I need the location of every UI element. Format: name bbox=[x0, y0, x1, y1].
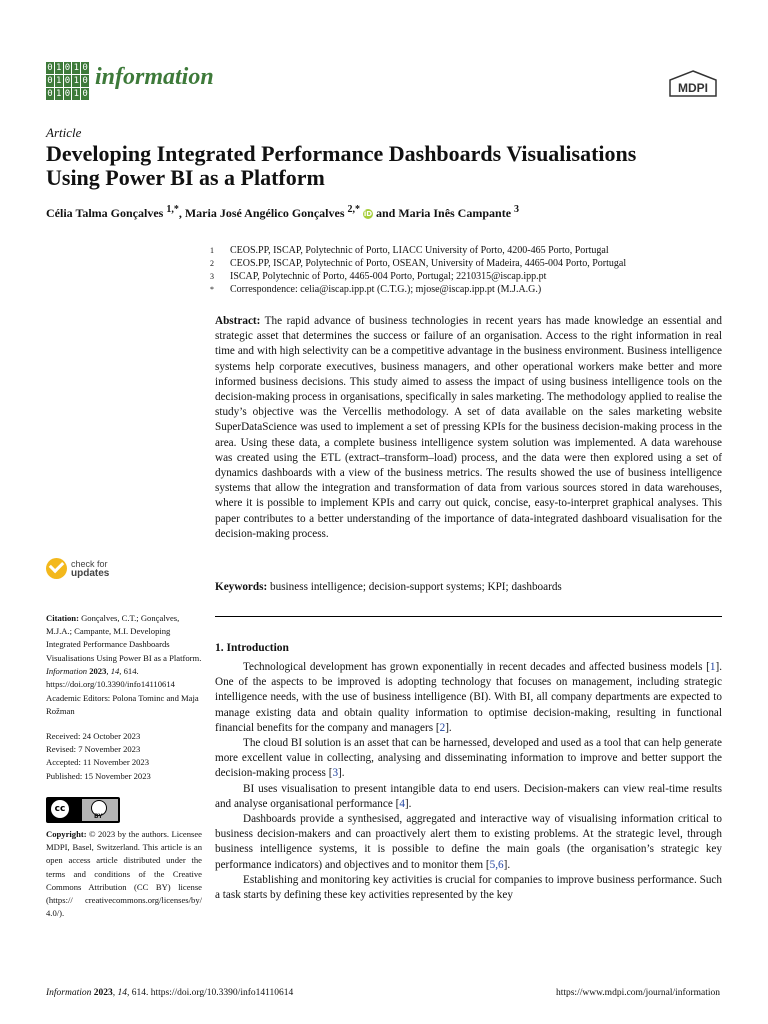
paragraph bbox=[215, 782, 722, 812]
author-list bbox=[46, 204, 519, 221]
journal-logo: 0 1 0 1 0 0 1 0 1 0 0 1 0 1 0 bbox=[47, 63, 88, 99]
paragraph: Establishing and monitoring key activities is crucial for companies to improve business performance. Such a task starts by defining these key activities represented by the key bbox=[215, 873, 722, 902]
copyright-label: Copyright: bbox=[46, 829, 87, 839]
citation-link[interactable]: 3 bbox=[332, 767, 339, 780]
citation-block bbox=[46, 612, 202, 691]
text-run: BI uses visualisation to present intangible data to end users. Decision-makers can view real-time results and analyse organisational performance [ bbox=[215, 782, 722, 810]
updates-label: updates bbox=[71, 568, 110, 579]
check-icon bbox=[46, 558, 67, 579]
affiliation-mark: 3 bbox=[210, 272, 214, 281]
check-for-updates-badge[interactable] bbox=[46, 558, 146, 580]
section-heading: 1. Introduction bbox=[215, 642, 289, 654]
affiliation-item bbox=[210, 270, 626, 283]
author-name: Maria Inês Campante bbox=[398, 206, 512, 220]
by-label: BY bbox=[94, 813, 103, 820]
footer-journal: Information bbox=[46, 988, 92, 998]
publication-dates bbox=[46, 730, 202, 783]
text-run: Dashboards provide a synthesised, aggregated and interactive way of visualising information critical to business decision-makers and can proactively alert them to existing problems. At the strategic level, through business intelligence systems, it is possible to define the main goals (the organisation’s strategic key performance indicators) and objectives and to monitor them [ bbox=[215, 813, 722, 871]
keywords-text: business intelligence; decision-support systems; KPI; dashboards bbox=[267, 581, 562, 593]
cc-by-license-icon[interactable] bbox=[46, 797, 120, 823]
abstract bbox=[215, 314, 722, 542]
citation-link[interactable]: 1 bbox=[709, 661, 716, 673]
author-name: Célia Talma Gonçalves bbox=[46, 206, 164, 220]
affiliation-item bbox=[210, 283, 626, 296]
citation-volume: , 14 bbox=[106, 665, 120, 676]
academic-editors: Academic Editors: Polona Tominc and Maja Rožman bbox=[46, 693, 199, 717]
text-run: ]. bbox=[338, 767, 345, 780]
mdpi-logo-text: MDPI bbox=[678, 81, 708, 95]
affiliation-text: ISCAP, Polytechnic of Porto, 4465-004 Porto, Portugal; 2210315@iscap.ipp.pt bbox=[230, 271, 547, 282]
affiliation-text: CEOS.PP, ISCAP, Polytechnic of Porto, OSEAN, University of Madeira, 4465-004 Porto, Portugal bbox=[230, 258, 627, 269]
author-separator: , bbox=[178, 206, 185, 220]
paragraph bbox=[215, 660, 722, 736]
footer-doi[interactable]: , 614. https://doi.org/10.3390/info14110614 bbox=[127, 988, 294, 998]
affiliation-mark: 1 bbox=[210, 246, 214, 255]
affiliation-mark: * bbox=[210, 285, 214, 294]
author-affil-mark: 2,* bbox=[347, 204, 360, 215]
affiliation-item bbox=[210, 257, 626, 270]
text-run: ]. bbox=[503, 858, 511, 871]
footer-citation bbox=[46, 988, 293, 998]
citation-link[interactable]: 5,6 bbox=[489, 858, 504, 871]
author-affil-mark: 1,* bbox=[166, 204, 179, 215]
footer-journal-url[interactable]: https://www.mdpi.com/journal/information bbox=[555, 988, 720, 998]
section-divider bbox=[215, 616, 722, 617]
received-date: Received: 24 October 2023 bbox=[46, 731, 141, 741]
title-line-2: Using Power BI as a Platform bbox=[46, 165, 325, 190]
author-affil-mark: 3 bbox=[514, 204, 520, 215]
abstract-label: Abstract: bbox=[215, 315, 261, 327]
footer-volume: , 14 bbox=[112, 988, 128, 998]
correspondence-text: Correspondence: celia@iscap.ipp.pt (C.T.G.); mjose@iscap.ipp.pt (M.J.A.G.) bbox=[230, 284, 542, 295]
abstract-text: The rapid advance of business technologies in recent years has made knowledge an essential and strategic asset that determines the success or failure of an organisation. Access to the right information in real time and with high selectivity can be a competitive advantage in the business environment. Business intelligence systems help corporate executives, business managers, and other operational workers make better and more informed business decisions. This study aimed to assess the impact of using business intelligence tools on the decision-making process in organisations, specifically in sales marketing. The methodology applied to realise the study’s objective was the Vercellis methodology. A set of data available on the sales marketing website SuperDataScience was used to implement a set of pressing KPIs for the business decision-making process in the area. Using these data, a complete business intelligence system solution was implemented. A data warehouse was created using the ETL (extract–transform–load) process, and the data were then explored using a set of dynamics dashboards with a view of the business metrics. The results showed the use of business intelligence systems that allow the integration and transformation of data from various sources stored in data warehouses, where it is possible to implement KPIs and carry out quick, concise, easy-to-interpret graphical analyses. This paper contributes to a better understanding of the importance of data-integrated dashboard visualisation for the decision-making process. bbox=[215, 315, 722, 540]
check-label: check for bbox=[71, 559, 108, 569]
orcid-icon[interactable]: iD bbox=[363, 210, 373, 219]
citation-doi[interactable]: , 614. https://doi.org/10.3390/info14110614 bbox=[46, 665, 175, 690]
text-run: Technological development has grown exponentially in recent decades and affected business models [ bbox=[243, 661, 710, 673]
text-run: ]. bbox=[404, 797, 412, 810]
journal-name: information bbox=[95, 64, 214, 90]
text-run: ]. One of the aspects to be improved is adopting technology that focuses on management, including strategic intelligence needs, with the use of business intelligence (BI). With BI, all company departments are expected to manage existing data and obtain quality information to optimise decision-making, resulting in functional financial benefits for the company and managers [ bbox=[215, 661, 722, 734]
revised-date: Revised: 7 November 2023 bbox=[46, 744, 141, 755]
citation-label: Citation: bbox=[46, 613, 79, 623]
citation-text: Gonçalves, C.T.; Gonçalves, M.J.A.; Campante, M.I. Developing Integrated Performance Dashboards Visualisations Using Power BI as a Platform. bbox=[46, 613, 202, 663]
article-title bbox=[46, 142, 746, 190]
footer-year: 2023 bbox=[91, 988, 113, 998]
cc-icon: cc bbox=[51, 800, 69, 818]
text-run: ]. bbox=[445, 721, 452, 734]
text-run: The cloud BI solution is an asset that can be harnessed, developed and used as a tool that can help generate more excellent value in collecting, analysing and disseminating information to improve and better support the decision-making process [ bbox=[215, 737, 722, 780]
affiliations bbox=[210, 244, 626, 296]
citation-journal: Information bbox=[46, 665, 88, 676]
mdpi-logo bbox=[667, 70, 719, 100]
copyright-notice bbox=[46, 828, 202, 920]
citation-link[interactable]: 2 bbox=[439, 721, 446, 734]
author-separator: and bbox=[373, 206, 399, 220]
article-type: Article bbox=[46, 125, 82, 140]
accepted-date: Accepted: 11 November 2023 bbox=[46, 757, 150, 768]
introduction-body bbox=[215, 660, 722, 903]
paragraph bbox=[215, 736, 722, 782]
citation-link[interactable]: 4 bbox=[399, 797, 405, 810]
affiliation-mark: 2 bbox=[210, 259, 214, 268]
affiliation-text: CEOS.PP, ISCAP, Polytechnic of Porto, LIACC University of Porto, 4200-465 Porto, Portugal bbox=[230, 245, 609, 256]
copyright-text: © 2023 by the authors. Licensee MDPI, Basel, Switzerland. This article is an open access article distributed under the terms and conditions of the Creative Commons Attribution (CC BY) license (https:// creativecommons.org/licenses/by/ 4.0/). bbox=[46, 829, 202, 919]
keywords bbox=[215, 581, 722, 593]
author-name: Maria José Angélico Gonçalves bbox=[184, 206, 345, 220]
paragraph bbox=[215, 812, 722, 873]
affiliation-item bbox=[210, 244, 626, 257]
title-line-1: Developing Integrated Performance Dashboards Visualisations bbox=[46, 141, 637, 166]
keywords-label: Keywords: bbox=[215, 581, 268, 593]
citation-year: 2023 bbox=[87, 665, 107, 676]
published-date: Published: 15 November 2023 bbox=[46, 770, 151, 781]
